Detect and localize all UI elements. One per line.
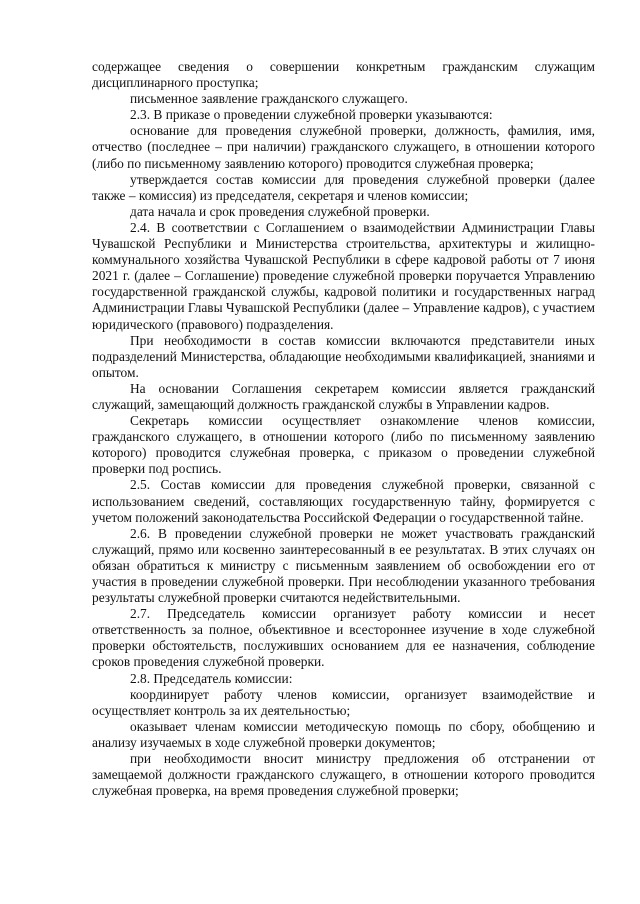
paragraph-suspension-proposal: при необходимости вносит министру предложения об отстранении от замещаемой должности гражданского служащего, в отношении которого проводится служебная проверка, на время проведения служебной проверки; bbox=[92, 751, 595, 799]
paragraph-commission-composition: утверждается состав комиссии для проведения служебной проверки (далее также – комиссия) из председателя, секретаря и членов комиссии; bbox=[92, 171, 595, 203]
paragraph-coordinates: координирует работу членов комиссии, организует взаимодействие и осуществляет контроль за их деятельностью; bbox=[92, 686, 595, 718]
paragraph-2-8: 2.8. Председатель комиссии: bbox=[130, 670, 293, 686]
document-page bbox=[92, 59, 595, 799]
paragraph-2-4: 2.4. В соответствии с Соглашением о взаимодействии Администрации Главы Чувашской Республики и Министерства строительства, архитектуры и жилищно-коммунального хозяйства Чувашской Республики в сфере кадровой работы от 7 июня 2021 г. (далее – Соглашение) проведение служебной проверки поручается Управлению государственной гражданской службы, кадровой политики и государственных наград Администрации Главы Чувашской Республики (далее – Управление кадров), с участием юридического (правового) подразделения. bbox=[92, 219, 595, 332]
paragraph-continuation: содержащее сведения о совершении конкретным гражданским служащим дисциплинарного проступка; bbox=[92, 59, 595, 91]
paragraph-methodical-help: оказывает членам комиссии методическую помощь по сбору, обобщению и анализу изучаемых в ходе служебной проверки документов; bbox=[92, 718, 595, 750]
paragraph-start-date: дата начала и срок проведения служебной проверки. bbox=[130, 203, 430, 219]
paragraph-2-3: 2.3. В приказе о проведении служебной проверки указываются: bbox=[130, 107, 493, 123]
paragraph-secretary-duties: Секретарь комиссии осуществляет ознакомление членов комиссии, гражданского служащего, в отношении которого (либо по письменному заявлению которого) проводится служебная проверка, с приказом о проведении служебной проверки под роспись. bbox=[92, 413, 595, 477]
paragraph-secretary-basis: На основании Соглашения секретарем комиссии является гражданский служащий, замещающий должность гражданской службы в Управлении кадров. bbox=[92, 380, 595, 412]
paragraph-basis: основание для проведения служебной проверки, должность, фамилия, имя, отчество (последнее – при наличии) гражданского служащего, в отношении которого (либо по письменному заявлению которого) проводится служебная проверка; bbox=[92, 123, 595, 171]
paragraph-written-statement: письменное заявление гражданского служащего. bbox=[130, 91, 408, 107]
paragraph-2-6: 2.6. В проведении служебной проверки не может участвовать гражданский служащий, прямо или косвенно заинтересованный в ее результатах. В этих случаях он обязан обратиться к министру с письменным заявлением об освобождении его от участия в проведении служебной проверки. При несоблюдении указанного требования результаты служебной проверки считаются недействительными. bbox=[92, 525, 595, 606]
paragraph-2-5: 2.5. Состав комиссии для проведения служебной проверки, связанной с использованием сведений, составляющих государственную тайну, формируется с учетом положений законодательства Российской Федерации о государственной тайне. bbox=[92, 477, 595, 525]
paragraph-representatives: При необходимости в состав комиссии включаются представители иных подразделений Министерства, обладающие необходимыми квалификацией, знаниями и опытом. bbox=[92, 332, 595, 380]
paragraph-2-7: 2.7. Председатель комиссии организует работу комиссии и несет ответственность за полное, объективное и всестороннее изучение в ходе служебной проверки обстоятельств, послуживших основанием для ее назначения, соблюдение сроков проведения служебной проверки. bbox=[92, 606, 595, 670]
